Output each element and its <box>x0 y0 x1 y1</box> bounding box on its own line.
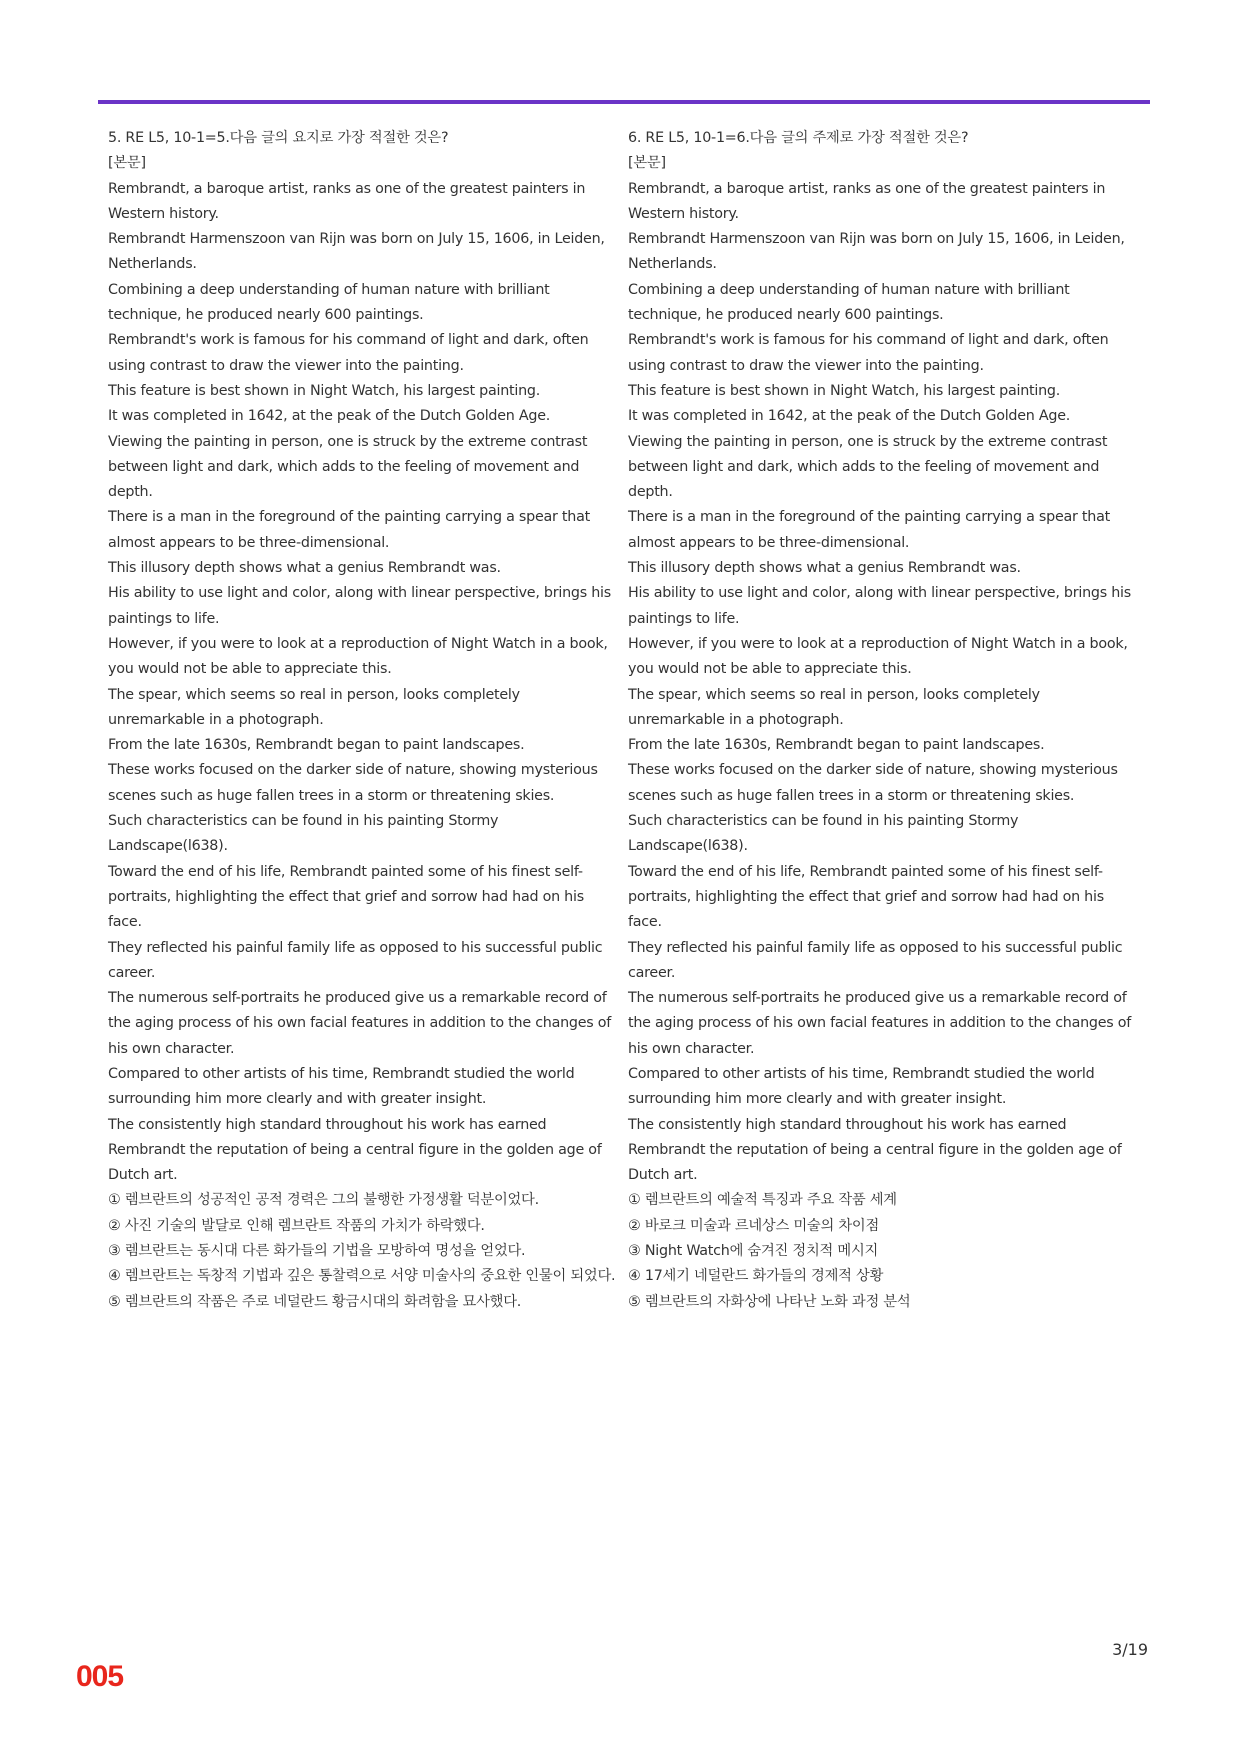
answer-option: ① 렘브란트의 성공적인 공적 경력은 그의 불행한 가정생활 덕분이었다. <box>108 1192 539 1209</box>
passage-sentence: Compared to other artists of his time, Rembrandt studied the world surrounding him more clearly and with greater insight. <box>628 1065 1095 1108</box>
passage-sentence: The spear, which seems so real in person, looks completely unremarkable in a photograph. <box>108 686 520 728</box>
answer-option: ⑤ 렘브란트의 작품은 주로 네덜란드 황금시대의 화려함을 묘사했다. <box>108 1293 522 1310</box>
passage-sentence: Compared to other artists of his time, Rembrandt studied the world surrounding him more clearly and with greater insight. <box>108 1065 575 1108</box>
answer-option: ① 렘브란트의 예술적 특징과 주요 작품 세계 <box>628 1192 897 1209</box>
passage-sentence: It was completed in 1642, at the peak of the Dutch Golden Age. <box>108 408 551 425</box>
passage-sentence: This illusory depth shows what a genius Rembrandt was. <box>108 560 501 577</box>
passage-sentence: Such characteristics can be found in his painting Stormy Landscape(l638). <box>628 813 1019 855</box>
passage-sentence: His ability to use light and color, along with linear perspective, brings his paintings to life. <box>628 585 1131 627</box>
answer-option: ③ Night Watch에 숨겨진 정치적 메시지 <box>628 1243 879 1260</box>
passage-sentence: This illusory depth shows what a genius Rembrandt was. <box>628 560 1021 577</box>
question-5 <box>108 126 620 1315</box>
passage-sentence: His ability to use light and color, along with linear perspective, brings his paintings to life. <box>108 585 611 627</box>
passage-sentence: Rembrandt, a baroque artist, ranks as one of the greatest painters in Western history. <box>108 180 586 222</box>
passage-sentence: The consistently high standard throughout his work has earned Rembrandt the reputation of being a central figure in the golden age of Dutch art. <box>108 1116 602 1184</box>
passage-sentence: Rembrandt Harmenszoon van Rijn was born on July 15, 1606, in Leiden, Netherlands. <box>108 231 605 273</box>
passage-sentence: Rembrandt's work is famous for his command of light and dark, often using contrast to draw the viewer into the painting. <box>108 332 589 374</box>
passage-sentence: Viewing the painting in person, one is struck by the extreme contrast between light and dark, which adds to the feeling of movement and depth. <box>628 433 1108 501</box>
passage-sentence: Rembrandt Harmenszoon van Rijn was born on July 15, 1606, in Leiden, Netherlands. <box>628 231 1125 273</box>
answer-option: ⑤ 렘브란트의 자화상에 나타난 노화 과정 분석 <box>628 1293 911 1310</box>
passage-sentence: These works focused on the darker side of nature, showing mysterious scenes such as huge fallen trees in a storm or threatening skies. <box>108 762 598 804</box>
answer-option: ③ 렘브란트는 동시대 다른 화가들의 기법을 모방하여 명성을 얻었다. <box>108 1243 526 1260</box>
page-number: 3/19 <box>1112 1640 1148 1659</box>
passage-sentence: They reflected his painful family life as opposed to his successful public career. <box>108 939 603 981</box>
passage-sentence: The consistently high standard throughout his work has earned Rembrandt the reputation of being a central figure in the golden age of Dutch art. <box>628 1116 1122 1184</box>
passage-sentence: Rembrandt, a baroque artist, ranks as one of the greatest painters in Western history. <box>628 180 1106 222</box>
question-heading: 5. RE L5, 10-1=5.다음 글의 요지로 가장 적절한 것은? <box>108 130 449 146</box>
passage-sentence: Combining a deep understanding of human nature with brilliant technique, he produced nearly 600 paintings. <box>108 281 550 324</box>
answer-options <box>628 1188 1140 1314</box>
passage-sentence: There is a man in the foreground of the painting carrying a spear that almost appears to be three-dimensional. <box>628 509 1110 551</box>
passage-sentence: However, if you were to look at a reproduction of Night Watch in a book, you would not be able to appreciate this. <box>108 635 608 678</box>
answer-options <box>108 1188 620 1314</box>
answer-option: ② 바로크 미술과 르네상스 미술의 차이점 <box>628 1217 880 1234</box>
passage-sentence: They reflected his painful family life as opposed to his successful public career. <box>628 939 1123 981</box>
passage-sentence: There is a man in the foreground of the painting carrying a spear that almost appears to be three-dimensional. <box>108 509 590 551</box>
passage-sentence: However, if you were to look at a reproduction of Night Watch in a book, you would not be able to appreciate this. <box>628 635 1128 678</box>
passage-sentence: The numerous self-portraits he produced give us a remarkable record of the aging process of his own facial features in addition to the changes of his own character. <box>108 990 612 1057</box>
passage-sentence: This feature is best shown in Night Watch, his largest painting. <box>108 382 541 399</box>
passage-sentence: This feature is best shown in Night Watch, his largest painting. <box>628 382 1061 399</box>
brand-logo: 005 <box>76 1660 124 1693</box>
passage-sentence: Viewing the painting in person, one is struck by the extreme contrast between light and dark, which adds to the feeling of movement and depth. <box>108 433 588 501</box>
answer-option: ④ 렘브란트는 독창적 기법과 깊은 통찰력으로 서양 미술사의 중요한 인물이 되었다. <box>108 1268 616 1285</box>
passage-sentence: The numerous self-portraits he produced give us a remarkable record of the aging process of his own facial features in addition to the changes of his own character. <box>628 990 1132 1057</box>
answer-option: ② 사진 기술의 발달로 인해 렘브란트 작품의 가치가 하락했다. <box>108 1217 485 1234</box>
passage-sentence: From the late 1630s, Rembrandt began to paint landscapes. <box>108 737 525 754</box>
passage-sentence: Combining a deep understanding of human nature with brilliant technique, he produced nearly 600 paintings. <box>628 281 1070 324</box>
passage-sentence: The spear, which seems so real in person, looks completely unremarkable in a photograph. <box>628 686 1040 728</box>
passage-sentence: From the late 1630s, Rembrandt began to paint landscapes. <box>628 737 1045 754</box>
answer-option: ④ 17세기 네덜란드 화가들의 경제적 상황 <box>628 1268 884 1285</box>
passage-sentence: Such characteristics can be found in his painting Stormy Landscape(l638). <box>108 813 499 855</box>
passage-sentence: These works focused on the darker side of nature, showing mysterious scenes such as huge fallen trees in a storm or threatening skies. <box>628 762 1118 804</box>
passage-sentence: Toward the end of his life, Rembrandt painted some of his finest self-portraits, highlighting the effect that grief and sorrow had had on his face. <box>628 863 1104 931</box>
header-rule <box>98 100 1150 104</box>
passage-sentence: Rembrandt's work is famous for his command of light and dark, often using contrast to draw the viewer into the painting. <box>628 332 1109 374</box>
passage <box>108 177 620 1189</box>
passage-sentence: It was completed in 1642, at the peak of the Dutch Golden Age. <box>628 408 1071 425</box>
passage-label: [본문] <box>628 155 666 172</box>
question-heading: 6. RE L5, 10-1=6.다음 글의 주제로 가장 적절한 것은? <box>628 130 969 146</box>
passage <box>628 177 1140 1189</box>
passage-label: [본문] <box>108 155 146 172</box>
question-6 <box>628 126 1140 1315</box>
passage-sentence: Toward the end of his life, Rembrandt painted some of his finest self-portraits, highlighting the effect that grief and sorrow had had on his face. <box>108 863 584 931</box>
